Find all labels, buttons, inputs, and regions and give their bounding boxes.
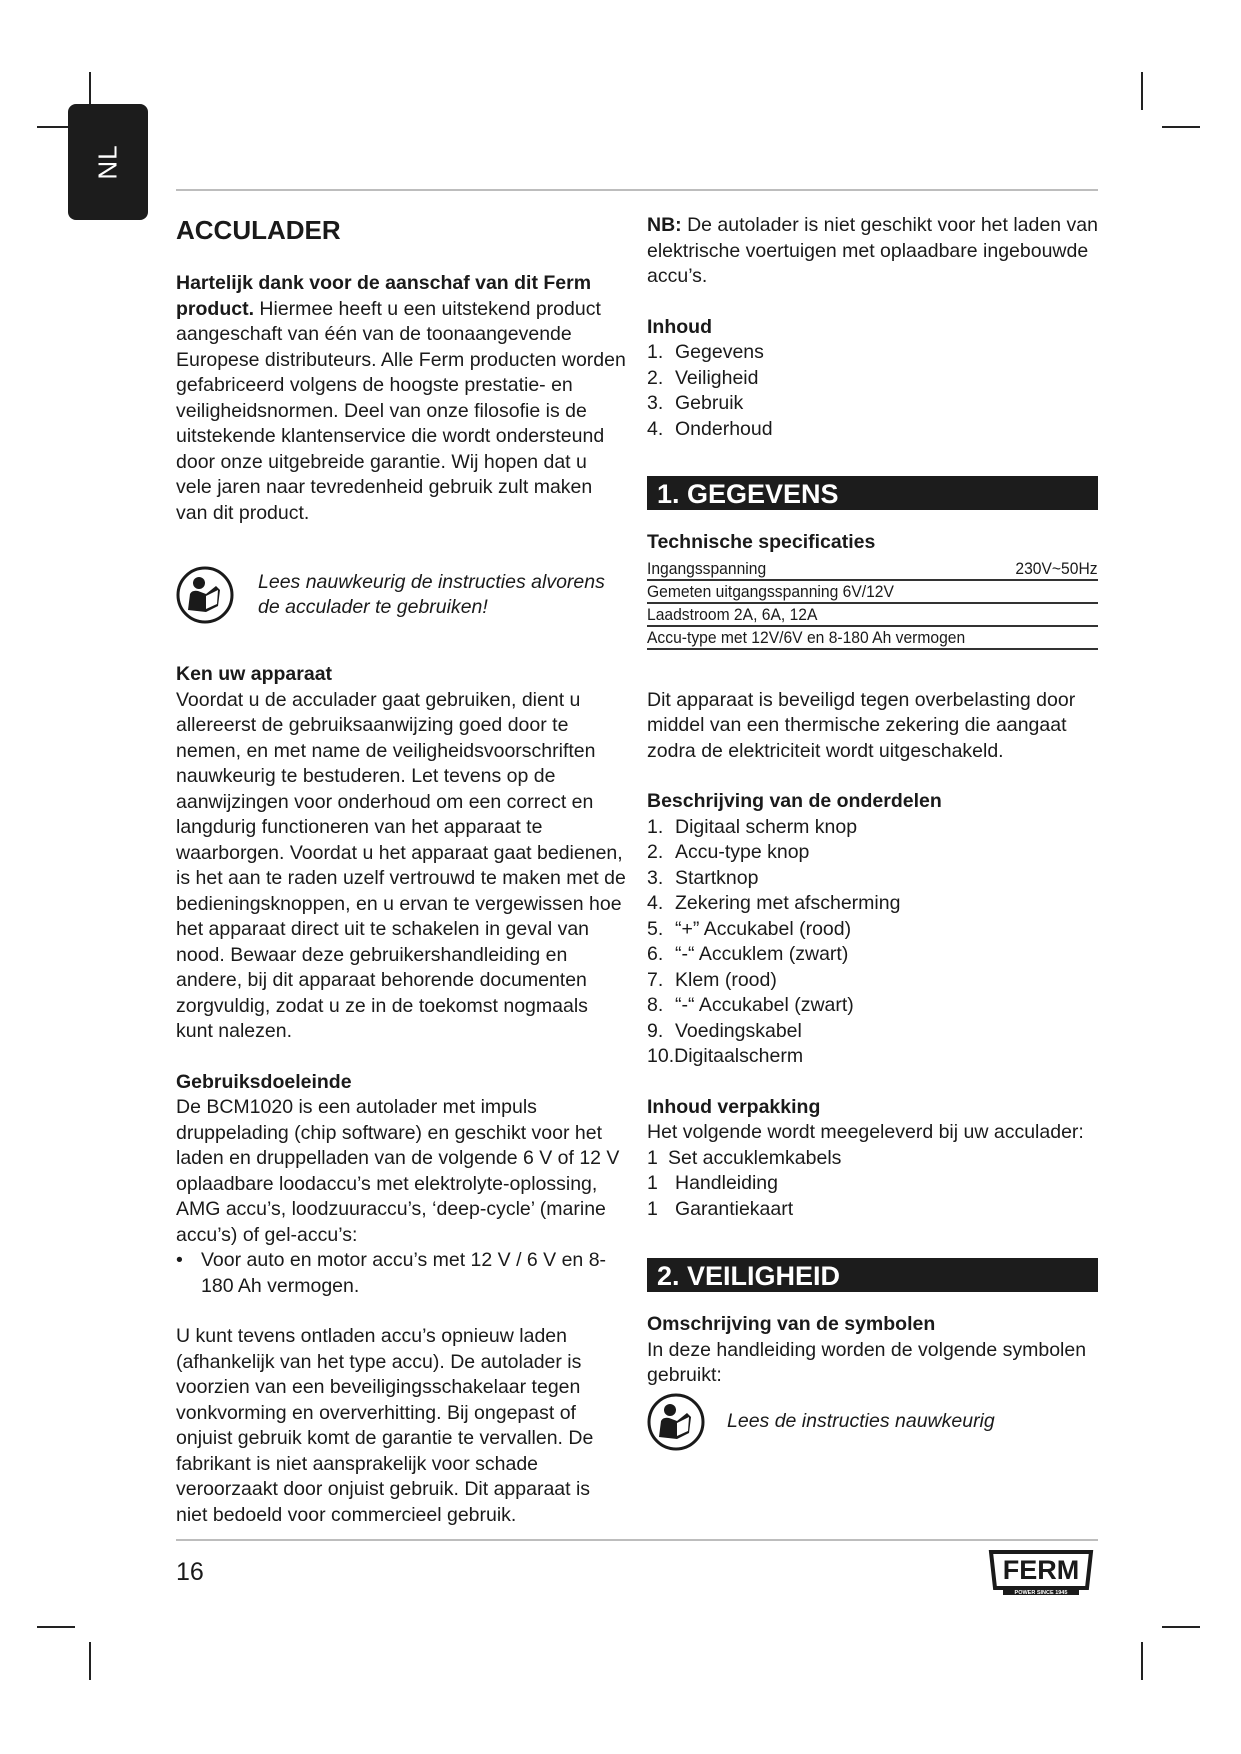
ferm-logo <box>985 1548 1097 1596</box>
list-item: 1. Gegevens <box>647 341 764 363</box>
crop-mark <box>1141 1642 1143 1680</box>
read-note-text: Lees nauwkeurig de instructies alvorens de acculader te gebruiken! <box>258 570 605 618</box>
section-heading-gegevens: 1. GEGEVENS <box>647 476 1098 510</box>
symbol-note-text: Lees de instructies nauwkeurig <box>727 1409 995 1432</box>
symbols-text: In deze handleiding worden de volgende symbolen gebruikt: <box>647 1338 1087 1386</box>
list-item: 8. “-“ Accukabel (zwart) <box>647 994 854 1016</box>
list-item: 10. Digitaalscherm <box>647 1045 804 1067</box>
protect-text: Dit apparaat is beveiligd tegen overbelasting door middel van een thermische zekering die aangaat zodra de elektriciteit wordt uitgeschakeld. <box>647 688 1076 762</box>
spec-heading: Technische specificaties <box>647 531 876 553</box>
table-row: Laadstroom 2A, 6A, 12A <box>647 603 1098 626</box>
logo-text: FERM <box>1002 1555 1080 1585</box>
intro-bold: Hartelijk dank voor de aanschaf van dit Ferm product. <box>176 272 592 320</box>
parts-heading: Beschrijving van de onderdelen <box>647 790 942 812</box>
list-item: 2. Accu-type knop <box>647 841 810 863</box>
list-item: 5. “+” Accukabel (rood) <box>647 917 852 940</box>
list-item: 1 Set accuklemkabels <box>647 1146 842 1169</box>
discharge-text: U kunt tevens ontladen accu’s opnieuw laden (afhankelijk van het type accu). De autolader is voorzien van een beveiligingsschakelaar tegen vonkvorming en oververhitting. Bij ongepast of onjuist gebruik komt de garantie te vervallen. De fabrikant is niet aansprakelijk voor schade veroorzaakt door onjuist gebruik. Dit apparaat is niet bedoeld voor commercieel gebruik. <box>176 1325 594 1526</box>
crop-mark <box>1162 126 1200 128</box>
left-column <box>176 213 626 1528</box>
table-row: Accu-type met 12V/6V en 8-180 Ah vermogen <box>647 626 1098 649</box>
list-item: 7. Klem (rood) <box>647 968 777 991</box>
intro-paragraph <box>176 271 626 526</box>
crop-mark <box>1141 72 1143 110</box>
know-text: Voordat u de acculader gaat gebruiken, dient u allereerst de gebruiksaanwijzing goed door te nemen, en met name de veiligheidsvoorschriften nauwkeurig te bestuderen. Let tevens op de aanwijzingen voor onderhoud om een correct en langdurig functioneren van het apparaat te waarborgen. Voordat u het apparaat gaat bedienen, is het aan te raden uzelf vertrouwd te maken met de bedieningsknoppen, en u ervan te vergewissen hoe het apparaat direct uit te schakelen in geval van nood. Bewaar deze gebruikershandleiding en andere, bij dit apparaat behorende documenten zorgvuldig, zodat u ze in de toekomst nogmaals kunt nalezen. <box>176 688 626 1042</box>
list-item: 1. Digitaal scherm knop <box>647 815 858 838</box>
right-column <box>647 213 1098 1451</box>
table-row: Ingangsspanning 230V~50Hz <box>647 558 1098 578</box>
symbol-row <box>647 1393 1098 1451</box>
symbols-heading: Omschrijving van de symbolen <box>647 1313 936 1335</box>
list-item: 9. Voedingskabel <box>647 1019 802 1042</box>
read-manual-icon <box>647 1393 705 1451</box>
read-instructions-note <box>176 566 626 624</box>
top-rule <box>176 189 1098 191</box>
crop-mark <box>37 1626 75 1628</box>
use-bullet-list <box>176 1248 626 1299</box>
nb-paragraph <box>647 213 1098 290</box>
use-heading: Gebruiksdoeleinde <box>176 1070 352 1093</box>
list-item: 1 Handleiding <box>647 1172 778 1194</box>
logo-subtext: POWER SINCE 1945 <box>1014 1590 1068 1596</box>
list-item: 2. Veiligheid <box>647 366 759 389</box>
package-list <box>647 1146 1098 1223</box>
list-item: 1 Garantiekaart <box>647 1197 794 1220</box>
list-item: 3. Startknop <box>647 866 759 889</box>
list-item: 3. Gebruik <box>647 392 744 414</box>
spec-table <box>647 558 1098 650</box>
list-item: • Voor auto en motor accu’s met 12 V / 6 V en 8-180 Ah vermogen. <box>201 1248 626 1299</box>
package-text: Het volgende wordt meegeleverd bij uw acculader: <box>647 1121 1084 1143</box>
nb-text: De autolader is niet geschikt voor het laden van elektrische voertuigen met oplaadbare ingebouwde accu’s. <box>647 214 1098 287</box>
package-heading: Inhoud verpakking <box>647 1095 821 1118</box>
table-row: Gemeten uitgangsspanning 6V/12V <box>647 580 1098 603</box>
list-item: 4. Onderhoud <box>647 417 773 440</box>
crop-mark <box>89 1642 91 1680</box>
page-title: ACCULADER <box>176 215 341 245</box>
list-item: 6. “-“ Accuklem (zwart) <box>647 943 849 965</box>
section-heading-veiligheid: 2. VEILIGHEID <box>647 1258 1098 1292</box>
use-text: De BCM1020 is een autolader met impuls druppelading (chip software) en geschikt voor het laden en druppelladen van de volgende 6 V of 12 V oplaadbare loodaccu’s met elektrolyte-oplossing, AMG accu’s, loodzuuraccu’s, ‘deep-cycle’ (marine accu’s) of gel-accu’s: <box>176 1096 620 1246</box>
bottom-rule <box>176 1539 1098 1541</box>
language-tab <box>68 104 148 220</box>
crop-mark <box>1162 1626 1200 1628</box>
contents-heading: Inhoud <box>647 315 712 338</box>
list-item: 4. Zekering met afscherming <box>647 892 901 914</box>
read-manual-icon <box>176 566 234 624</box>
page-number: 16 <box>176 1558 204 1586</box>
parts-list <box>647 815 1098 1070</box>
nb-label: NB: <box>647 214 682 236</box>
language-label: NL <box>92 144 123 180</box>
intro-text: Hiermee heeft u een uitstekend product aangeschaft van één van de toonaangevende Europese distributeurs. Alle Ferm producten worden gefabriceerd volgens de hoogste prestatie- en veiligheidsnormen. Deel van onze filosofie is de uitstekende klantenservice die wordt ondersteund door onze uitgebreide garantie. Wij hopen dat u vele jaren naar tevredenheid gebruik zult maken van dit product. <box>176 297 626 524</box>
know-heading: Ken uw apparaat <box>176 663 333 685</box>
contents-list <box>647 340 1098 442</box>
